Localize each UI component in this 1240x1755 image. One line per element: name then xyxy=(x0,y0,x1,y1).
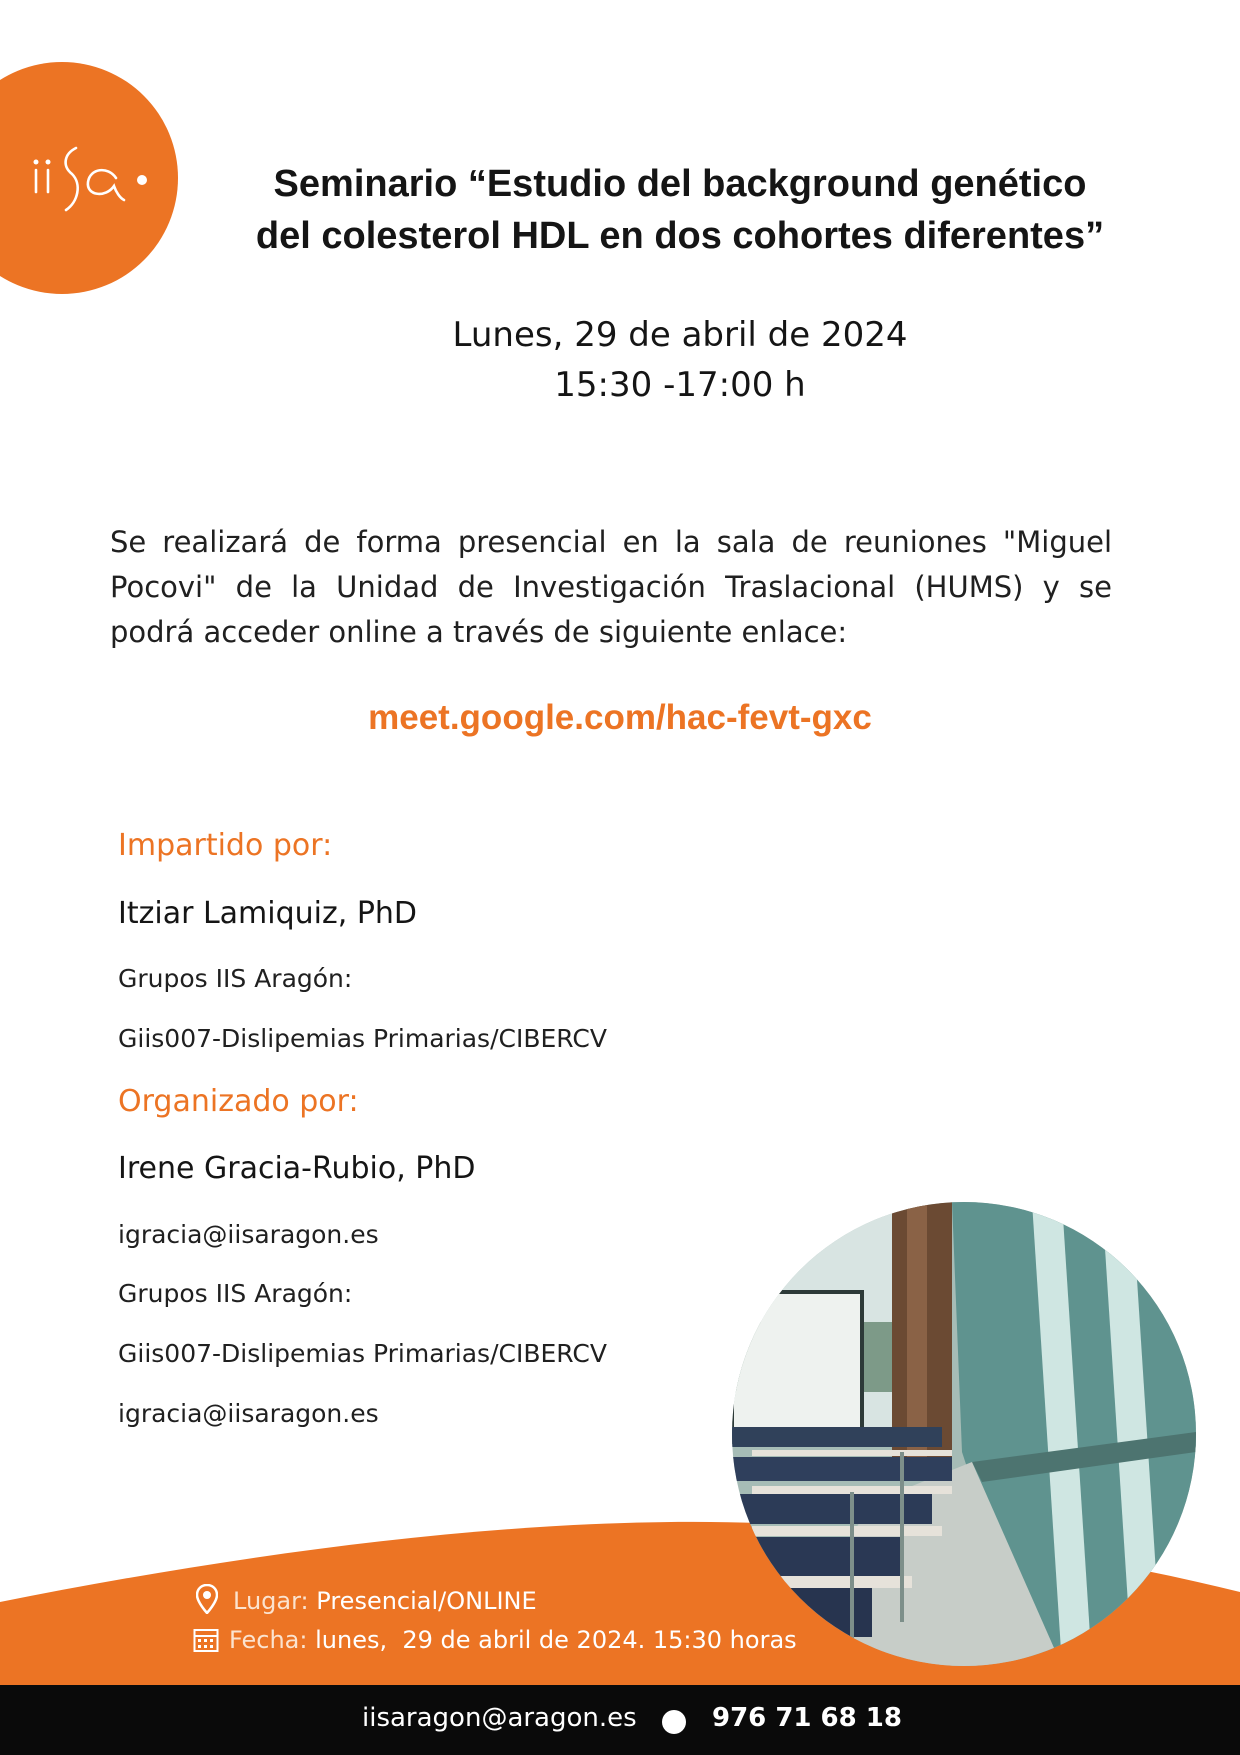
contact-bar xyxy=(0,1685,1240,1755)
speaker-group: Giis007-Dislipemias Primarias/CIBERCV xyxy=(118,1024,607,1053)
footer-fecha xyxy=(229,1626,797,1654)
contact-phone[interactable]: 976 71 68 18 xyxy=(712,1703,902,1733)
footer-lugar xyxy=(233,1587,537,1615)
lugar-label: Lugar: xyxy=(233,1587,309,1615)
organizer-group: Giis007-Dislipemias Primarias/CIBERCV xyxy=(118,1339,607,1368)
event-date: Lunes, 29 de abril de 2024 xyxy=(452,315,908,355)
meeting-link[interactable]: meet.google.com/hac-fevt-gxc xyxy=(368,698,872,737)
dot-separator-icon xyxy=(662,1710,686,1734)
organizer-email[interactable]: igracia@iisaragon.es xyxy=(118,1220,379,1249)
lugar-value: Presencial/ONLINE xyxy=(316,1587,537,1615)
fecha-value: lunes, 29 de abril de 2024. 15:30 horas xyxy=(315,1626,797,1654)
organizer-heading: Organizado por: xyxy=(118,1084,359,1119)
location-pin-icon xyxy=(196,1584,218,1614)
fecha-label: Fecha: xyxy=(229,1626,308,1654)
event-time: 15:30 -17:00 h xyxy=(554,365,806,405)
calendar-icon xyxy=(193,1627,219,1653)
classroom-photo xyxy=(732,1202,1196,1666)
title-line-1: Seminario “Estudio del background genético xyxy=(273,163,1087,205)
organizer-groups-label: Grupos IIS Aragón: xyxy=(118,1279,353,1308)
event-datetime xyxy=(190,310,1170,410)
organizer-email-2[interactable]: igracia@iisaragon.es xyxy=(118,1399,379,1428)
contact-email[interactable]: iisaragon@aragon.es xyxy=(362,1703,637,1733)
title-line-2: del colesterol HDL en dos cohortes diferentes” xyxy=(255,215,1105,257)
seminar-title xyxy=(190,158,1170,262)
speaker-heading: Impartido por: xyxy=(118,828,333,863)
organizer-name: Irene Gracia-Rubio, PhD xyxy=(118,1151,476,1186)
event-description: Se realizará de forma presencial en la sala de reuniones "Miguel Pocovi" de la Unidad de Investigación Traslacional (HUMS) y se podrá acceder online a través de siguiente enlace: xyxy=(110,525,1112,649)
speaker-name: Itziar Lamiquiz, PhD xyxy=(118,896,418,931)
speaker-groups-label: Grupos IIS Aragón: xyxy=(118,964,353,993)
iisa-logo xyxy=(24,140,164,240)
